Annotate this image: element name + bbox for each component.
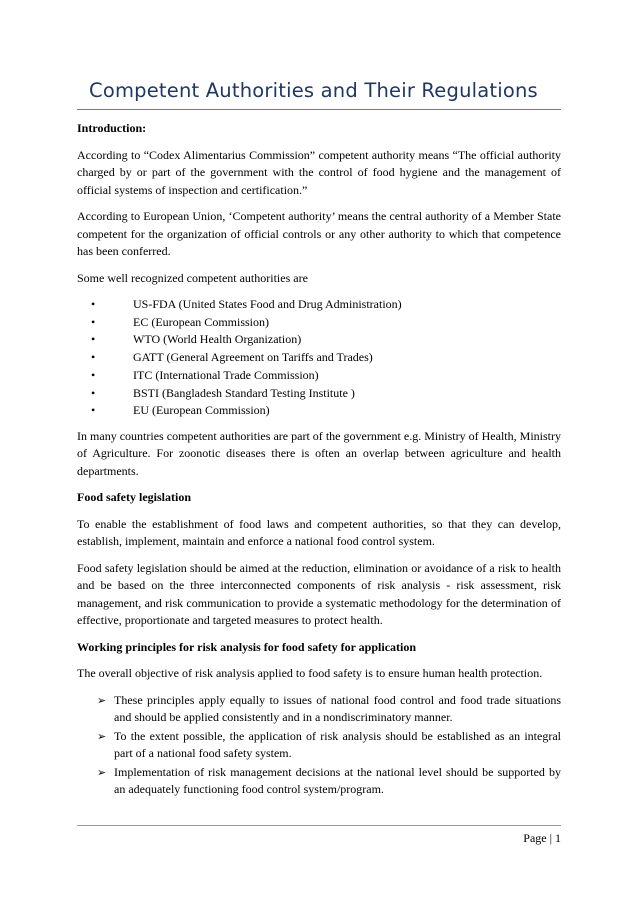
list-item: [77, 728, 561, 763]
list-item-text: Implementation of risk management decisions at the national level should be supported by an adequately functioning food control system/program.: [114, 764, 561, 797]
paragraph-authorities-intro: Some well recognized competent authorities are: [77, 270, 308, 285]
list-item: [77, 296, 561, 314]
list-item-text: These principles apply equally to issues of national food control and food trade situations and should be applied consistently and in a nondiscriminatory manner.: [114, 692, 561, 725]
list-item: [77, 367, 561, 385]
principles-heading: Working principles for risk analysis for food safety for application: [77, 639, 417, 654]
paragraph-food-laws: To enable the establishment of food laws and competent authorities, so that they can develop, establish, implement, maintain and enforce a national food control system.: [77, 516, 561, 549]
intro-heading: Introduction:: [77, 121, 147, 135]
bullet-icon: •: [91, 297, 96, 311]
arrow-bullet-icon: ➢: [97, 765, 107, 779]
list-item-text: US-FDA (United States Food and Drug Administration): [133, 297, 402, 311]
page-title: Competent Authorities and Their Regulations: [77, 78, 561, 110]
list-item: [77, 314, 561, 332]
list-item: [77, 331, 561, 349]
paragraph-government-ministries: In many countries competent authorities are part of the government e.g. Ministry of Health, Ministry of Agriculture. For zoonotic diseases there is often an overlap between agriculture and health departments.: [77, 428, 561, 478]
arrow-bullet-icon: ➢: [97, 729, 107, 743]
legislation-heading: Food safety legislation: [77, 490, 191, 505]
list-item: [77, 385, 561, 403]
page-content: [77, 78, 561, 800]
bullet-icon: •: [91, 332, 96, 347]
paragraph-codex-definition: According to “Codex Alimentarius Commission” competent authority means “The official authority charged by or part of the government with the control of food hygiene and the management of official systems of inspection and certification.”: [77, 147, 561, 197]
bullet-icon: •: [91, 350, 96, 365]
page-number: Page | 1: [523, 831, 561, 845]
list-item: [77, 692, 561, 727]
authorities-list: [77, 296, 561, 420]
paragraph-eu-definition: According to European Union, ‘Competent authority’ means the central authority of a Member State competent for the organization of official controls or any other authority to which that competence has been conferred.: [77, 209, 561, 258]
list-item: [77, 764, 561, 799]
principles-list: [77, 692, 561, 799]
page-footer: [77, 825, 561, 846]
list-item-text: EC (European Commission): [133, 314, 269, 329]
arrow-bullet-icon: ➢: [97, 693, 107, 707]
list-item-text: ITC (International Trade Commission): [133, 367, 319, 382]
list-item-text: BSTI (Bangladesh Standard Testing Institute ): [133, 385, 355, 400]
paragraph-legislation-aims: Food safety legislation should be aimed at the reduction, elimination or avoidance of a risk to health and be based on the three interconnected components of risk analysis - risk assessment, risk management, and risk communication to provide a systematic methodology for the determination of effective, proportionate and targeted measures to protect health.: [77, 560, 561, 628]
list-item-text: GATT (General Agreement on Tariffs and Trades): [133, 350, 373, 365]
list-item-text: EU (European Commission): [133, 403, 270, 418]
list-item: [77, 402, 561, 420]
bullet-icon: •: [91, 385, 96, 400]
bullet-icon: •: [91, 367, 96, 382]
list-item: [77, 349, 561, 367]
bullet-icon: •: [91, 403, 96, 418]
bullet-icon: •: [91, 314, 96, 329]
list-item-text: To the extent possible, the application of risk analysis should be established as an integral part of a national food safety system.: [114, 728, 561, 761]
paragraph-risk-objective: The overall objective of risk analysis applied to food safety is to ensure human health protection.: [77, 666, 543, 681]
list-item-text: WTO (World Health Organization): [133, 332, 302, 347]
